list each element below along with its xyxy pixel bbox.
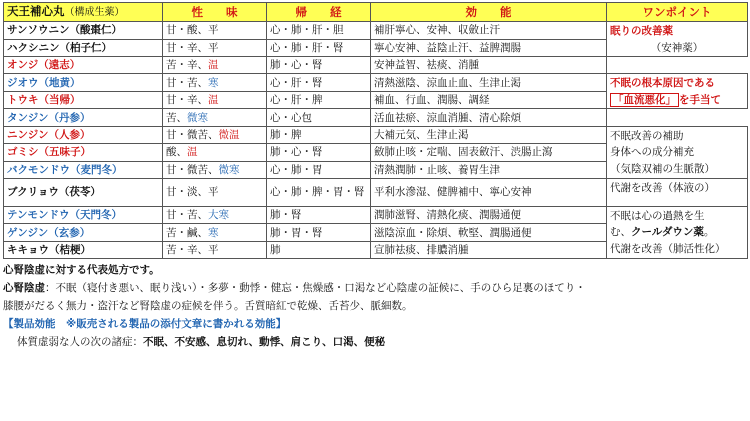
- taste-part: 微温: [218, 128, 240, 141]
- herb-name: トウキ（当帰）: [4, 91, 163, 109]
- herb-efficacy: 寧心安神、益陰止汗、益脾潤腸: [371, 39, 607, 57]
- herb-efficacy: 宣肺祛痰、排膿消腫: [371, 241, 607, 258]
- herb-taste: [163, 22, 267, 40]
- herb-meridian: 心・肝・腎: [267, 74, 371, 92]
- herb-name: ゲンジン（玄参）: [4, 224, 163, 241]
- point-p3-line2: 身体への成分補充: [610, 146, 694, 159]
- taste-part: 微寒: [218, 163, 240, 176]
- header-point: ワンポイント: [607, 3, 748, 22]
- taste-part: 甘・微苦、: [166, 128, 219, 141]
- taste-part: 苦・辛、: [166, 59, 208, 72]
- herb-meridian: 心・肺・脾・胃・腎: [267, 178, 371, 206]
- herb-efficacy: 滋陰涼血・除煩、軟堅、潤腸通便: [371, 224, 607, 241]
- taste-part: 酸、: [166, 146, 187, 159]
- point-p2-line1: 不眠の根本原因である: [610, 77, 715, 90]
- herb-efficacy: 活血祛瘀、涼血消腫、清心除煩: [371, 109, 607, 126]
- notes-section: [3, 261, 747, 351]
- herb-meridian: 肺・心・腎: [267, 144, 371, 161]
- herb-efficacy: 安神益智、袪痰、消腫: [371, 57, 607, 74]
- herb-taste: [163, 224, 267, 241]
- herb-efficacy: 清熱潤肺・止咳、養胃生津: [371, 161, 607, 178]
- taste-part: 寒: [208, 76, 219, 89]
- herb-meridian: 肺・胃・腎: [267, 224, 371, 241]
- taste-part: 甘・微苦、: [166, 163, 219, 176]
- herb-efficacy: 補血、行血、潤腸、調経: [371, 91, 607, 109]
- herb-taste: [163, 206, 267, 223]
- herb-table-body: [4, 22, 748, 259]
- herb-name: タンジン（丹参）: [4, 109, 163, 126]
- table-row: [4, 109, 748, 126]
- taste-part: 苦・鹹、: [166, 226, 208, 239]
- herb-name: オンジ（遠志）: [4, 57, 163, 74]
- header-meridian: 帰 経: [267, 3, 371, 22]
- point-cell-p5: [607, 206, 748, 258]
- herb-taste: [163, 126, 267, 143]
- point-p3-line1: 不眠改善の補助: [610, 129, 684, 142]
- taste-part: 甘・辛、: [166, 94, 208, 107]
- header-nature: 性 味: [163, 3, 267, 22]
- product-efficacy-title: 【製品効能 ※販売される製品の添付文章に書かれる効能】: [3, 318, 287, 331]
- table-row: [4, 22, 748, 40]
- taste-part: 温: [208, 94, 219, 107]
- herb-name: バクモンドウ（麦門冬）: [4, 161, 163, 178]
- point-p2-line2: 「血流悪化」 を手当て: [610, 92, 744, 109]
- herb-efficacy: 平利水滲湿、健脾補中、寧心安神: [371, 178, 607, 206]
- point-cell-p3: [607, 126, 748, 178]
- notes-line-2: 膝腰がだるく無力・盗汗など腎陰虚の症候を伴う。舌質暗紅で乾燥、舌苔少、脈細数。: [3, 300, 413, 313]
- herb-name: ゴミシ（五味子）: [4, 144, 163, 161]
- herb-meridian: 心・肺・肝・腎: [267, 39, 371, 57]
- herb-name: ニンジン（人参）: [4, 126, 163, 143]
- taste-part: 温: [187, 146, 198, 159]
- herb-efficacy: 斂肺止咳・定喘、固表斂汗、渋腸止瀉: [371, 144, 607, 161]
- herb-taste: [163, 241, 267, 258]
- taste-part: 甘・辛、平: [166, 41, 219, 54]
- taste-part: 温: [208, 59, 219, 72]
- herb-name: テンモンドウ（天門冬）: [4, 206, 163, 223]
- herb-meridian: 肺・腎: [267, 206, 371, 223]
- herb-name: ジオウ（地黄）: [4, 74, 163, 92]
- herb-taste: [163, 39, 267, 57]
- point-p5-line3: 代謝を改善（肺活性化）: [610, 242, 726, 255]
- herb-name: ハクシニン（柏子仁）: [4, 39, 163, 57]
- herb-taste: [163, 91, 267, 109]
- herb-taste: [163, 161, 267, 178]
- herb-table: [3, 2, 748, 259]
- herb-taste: [163, 57, 267, 74]
- header-efficacy: 効 能: [371, 3, 607, 22]
- herb-taste: [163, 178, 267, 206]
- herb-meridian: 心・心包: [267, 109, 371, 126]
- taste-part: 寒: [208, 226, 219, 239]
- taste-part: 微寒: [187, 111, 208, 124]
- herb-taste: [163, 109, 267, 126]
- herb-taste: [163, 144, 267, 161]
- header-formula: 天王補心丸（構成生薬）: [4, 3, 163, 22]
- herb-efficacy: 大補元気、生津止渇: [371, 126, 607, 143]
- table-row: [4, 57, 748, 74]
- point-cell-p4: [607, 178, 748, 206]
- taste-part: 甘・淡、: [166, 186, 208, 199]
- herb-table-sheet: [3, 2, 747, 351]
- herb-meridian: 心・肺・肝・胆: [267, 22, 371, 40]
- point-p5-line1: 不眠は心の過熱を生: [610, 209, 705, 222]
- taste-part: 苦、: [166, 111, 187, 124]
- table-row: [4, 206, 748, 223]
- table-row: [4, 178, 748, 206]
- table-header-row: [4, 3, 748, 22]
- point-p1-title: 眠りの改善薬: [610, 25, 673, 37]
- taste-part: 苦・辛、平: [166, 243, 219, 256]
- product-efficacy-line: 体質虚弱な人の次の諸症：不眠、不安感、息切れ、動悸、肩こり、口渇、便秘: [17, 336, 386, 349]
- table-row: [4, 126, 748, 143]
- point-p3-line3: （気陰双補の生脈散）: [610, 162, 715, 175]
- taste-part: 甘・苦、: [166, 76, 208, 89]
- point-p4-text: 代謝を改善（体液の）: [610, 181, 715, 194]
- point-cell-p2: [607, 74, 748, 109]
- taste-part: 大寒: [208, 209, 229, 222]
- herb-name: サンソウニン（酸棗仁）: [4, 22, 163, 40]
- notes-title: 心腎陰虚に対する代表処方です。: [3, 264, 160, 277]
- point-cell-p1: [607, 22, 748, 57]
- taste-part: 平: [208, 186, 219, 199]
- herb-meridian: 肺・脾: [267, 126, 371, 143]
- herb-taste: [163, 74, 267, 92]
- table-row: [4, 74, 748, 92]
- notes-line-1: 心腎陰虚：不眠（寝付き悪い、眠り浅い）・多夢・動悸・健忘・焦燥感・口渇など心陰虚の証候に、手のひら足裏のほてり・: [3, 282, 586, 295]
- point-p1-sub: （安神薬）: [650, 41, 704, 54]
- herb-efficacy: 補肝寧心、安神、収斂止汗: [371, 22, 607, 40]
- taste-part: 甘・酸、平: [166, 24, 219, 37]
- taste-part: 甘・苦、: [166, 209, 208, 222]
- point-p5-line2: む、クールダウン薬。: [610, 226, 715, 239]
- herb-name: キキョウ（桔梗）: [4, 241, 163, 258]
- herb-name: ブクリョウ（茯苓）: [4, 178, 163, 206]
- herb-efficacy: 清熱滋陰、涼血止血、生津止渇: [371, 74, 607, 92]
- herb-meridian: 心・肺・胃: [267, 161, 371, 178]
- herb-meridian: 心・肝・脾: [267, 91, 371, 109]
- herb-meridian: 肺・心・腎: [267, 57, 371, 74]
- herb-efficacy: 潤肺滋腎、清熱化痰、潤腸通便: [371, 206, 607, 223]
- herb-meridian: 肺: [267, 241, 371, 258]
